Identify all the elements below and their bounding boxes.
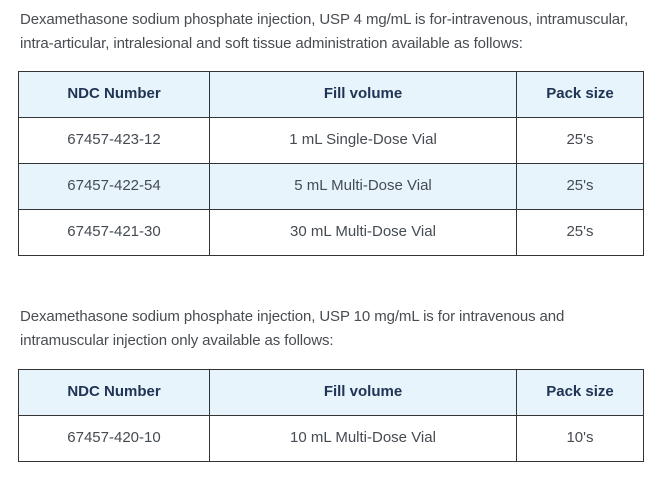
- cell-fill-volume: 1 mL Single-Dose Vial: [210, 118, 517, 164]
- column-header-fill-volume: Fill volume: [210, 72, 517, 118]
- cell-ndc-number: 67457-422-54: [19, 164, 210, 210]
- cell-fill-volume: 10 mL Multi-Dose Vial: [210, 416, 517, 462]
- column-header-pack-size: Pack size: [517, 370, 644, 416]
- column-header-pack-size: Pack size: [517, 72, 644, 118]
- table-row: [19, 164, 644, 210]
- table-row: [19, 118, 644, 164]
- column-header-ndc-number: NDC Number: [19, 72, 210, 118]
- cell-fill-volume: 30 mL Multi-Dose Vial: [210, 210, 517, 256]
- table-row: [19, 416, 644, 462]
- column-header-ndc-number: NDC Number: [19, 370, 210, 416]
- cell-pack-size: 10's: [517, 416, 644, 462]
- intro-paragraph-4mg: Dexamethasone sodium phosphate injection, USP 4 mg/mL is for-intravenous, intramuscular, intra-articular, intralesional and soft tissue administration available as follows:: [20, 11, 629, 52]
- cell-fill-volume: 5 mL Multi-Dose Vial: [210, 164, 517, 210]
- table-header-row: [19, 72, 644, 118]
- column-header-fill-volume: Fill volume: [210, 370, 517, 416]
- table-header-row: [19, 370, 644, 416]
- intro-paragraph-10mg: Dexamethasone sodium phosphate injection, USP 10 mg/mL is for intravenous and intramuscular injection only available as follows:: [20, 308, 565, 349]
- ndc-table-4mg: [18, 71, 644, 256]
- cell-ndc-number: 67457-423-12: [19, 118, 210, 164]
- cell-ndc-number: 67457-420-10: [19, 416, 210, 462]
- cell-pack-size: 25's: [517, 210, 644, 256]
- table-row: [19, 210, 644, 256]
- ndc-table-10mg: [18, 369, 644, 462]
- cell-pack-size: 25's: [517, 164, 644, 210]
- cell-pack-size: 25's: [517, 118, 644, 164]
- cell-ndc-number: 67457-421-30: [19, 210, 210, 256]
